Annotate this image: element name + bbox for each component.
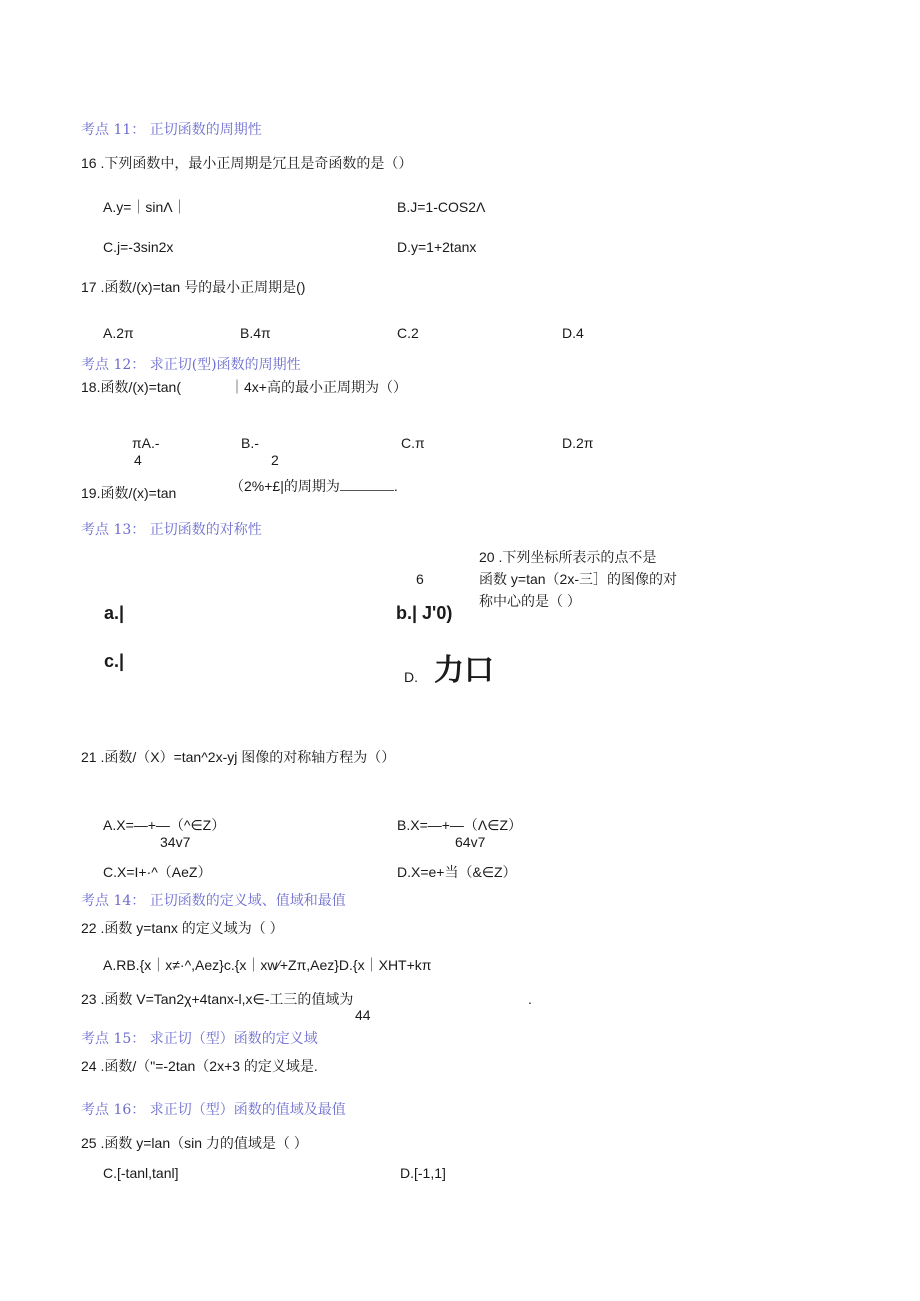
q16-option-b: B.J=1-COS2Λ	[397, 199, 486, 215]
q16-option-a: A.y=｜sinΛ｜	[103, 199, 187, 215]
q25-option-d: D.[-1,1]	[400, 1165, 446, 1181]
q19-answer-blank	[340, 478, 394, 491]
q16-stem: 16 .下列函数中，最小正周期是冗且是奇函数的是（）	[81, 155, 413, 171]
q16-option-c: C.j=-3sin2x	[103, 239, 174, 255]
q25-stem: 25 .函数 y=lan（sin 力的值域是（ ）	[81, 1135, 308, 1151]
q20-stem-line3: 称中心的是（ ）	[479, 593, 581, 609]
q21-option-c: C.X=I+·^（AeZ）	[103, 864, 212, 880]
q20-stem-line2: 函数 y=tan（2x-三］的图像的对	[479, 571, 677, 587]
q21-option-b: B.X=—+—（Λ∈Z）	[397, 817, 523, 833]
q23-period: .	[528, 991, 532, 1007]
q18-option-d: D.2π	[562, 435, 594, 451]
q25-option-c: C.[-tanl,tanl]	[103, 1165, 179, 1181]
section-heading-11: 考点 11： 正切函数的周期性	[81, 122, 262, 138]
q17-option-d: D.4	[562, 325, 584, 341]
section-heading-15: 考点 15： 求正切（型）函数的定义域	[81, 1031, 318, 1047]
q20-option-c: c.|	[104, 651, 125, 671]
q18-option-c: C.π	[401, 435, 425, 451]
q20-option-d-label: D.	[404, 669, 418, 685]
q20-stem-line1: 20 .下列坐标所表示的点不是	[479, 549, 657, 565]
q18-stem-left: 18.函数/(x)=tan(	[81, 379, 181, 395]
q21-option-b-sub-text: 64v7	[455, 834, 486, 850]
q20-option-a: a.|	[104, 603, 125, 623]
q22-stem: 22 .函数 y=tanx 的定义域为（ ）	[81, 920, 284, 936]
q20-option-d-glyph: 力口	[434, 654, 494, 687]
q24-stem: 24 .函数/（"=-2tan（2x+3 的定义域是.	[81, 1058, 318, 1074]
q21-option-b-sub	[455, 833, 485, 851]
q19-stem-right	[230, 477, 398, 495]
q21-option-a: A.X=—+—（^∈Z）	[103, 817, 226, 833]
q22-options: A.RB.{x｜x≠·^,Aez}c.{x｜xw∕+Zπ,Aez}D.{x｜XHT+kπ	[103, 957, 432, 973]
q17-option-a: A.2π	[103, 325, 134, 341]
q17-option-c: C.2	[397, 325, 419, 341]
q16-option-d: D.y=1+2tanx	[397, 239, 477, 255]
section-heading-12: 考点 12： 求正切(型)函数的周期性	[81, 357, 301, 373]
q21-option-a-sub-text: 34v7	[160, 834, 191, 850]
q17-option-b: B.4π	[240, 325, 271, 341]
q19-stem-left: 19.函数/(x)=tan	[81, 485, 177, 501]
q23-stem: 23 .函数 V=Tan2χ+4tanx-l,x∈-工三的值域为	[81, 991, 354, 1007]
q18-option-b-denominator: 2	[271, 452, 279, 468]
q18-option-b: B.-	[241, 435, 259, 451]
section-heading-13: 考点 13： 正切函数的对称性	[81, 522, 262, 538]
q20-fraction-denominator: 6	[416, 571, 424, 587]
q23-sub: 44	[355, 1007, 371, 1023]
q17-stem: 17 .函数/(x)=tan 号的最小正周期是()	[81, 279, 306, 295]
q18-option-a-denominator: 4	[134, 452, 142, 468]
q20-option-b: b.| J'0)	[396, 603, 453, 623]
q18-stem-right: ｜4x+高的最小正周期为（）	[230, 379, 407, 395]
q21-stem: 21 .函数/（X）=tan^2x-yj 图像的对称轴方程为（）	[81, 749, 396, 765]
q21-option-d: D.X=e+当（&∈Z）	[397, 864, 517, 880]
section-heading-14: 考点 14： 正切函数的定义域、值域和最值	[81, 893, 346, 909]
q18-option-a: πA.-	[132, 435, 160, 451]
q19-stem-text: （2%+£|的周期为	[230, 478, 340, 494]
q19-period: .	[393, 478, 398, 494]
section-heading-16: 考点 16： 求正切（型）函数的值域及最值	[81, 1102, 346, 1118]
q21-option-a-sub	[160, 833, 190, 851]
